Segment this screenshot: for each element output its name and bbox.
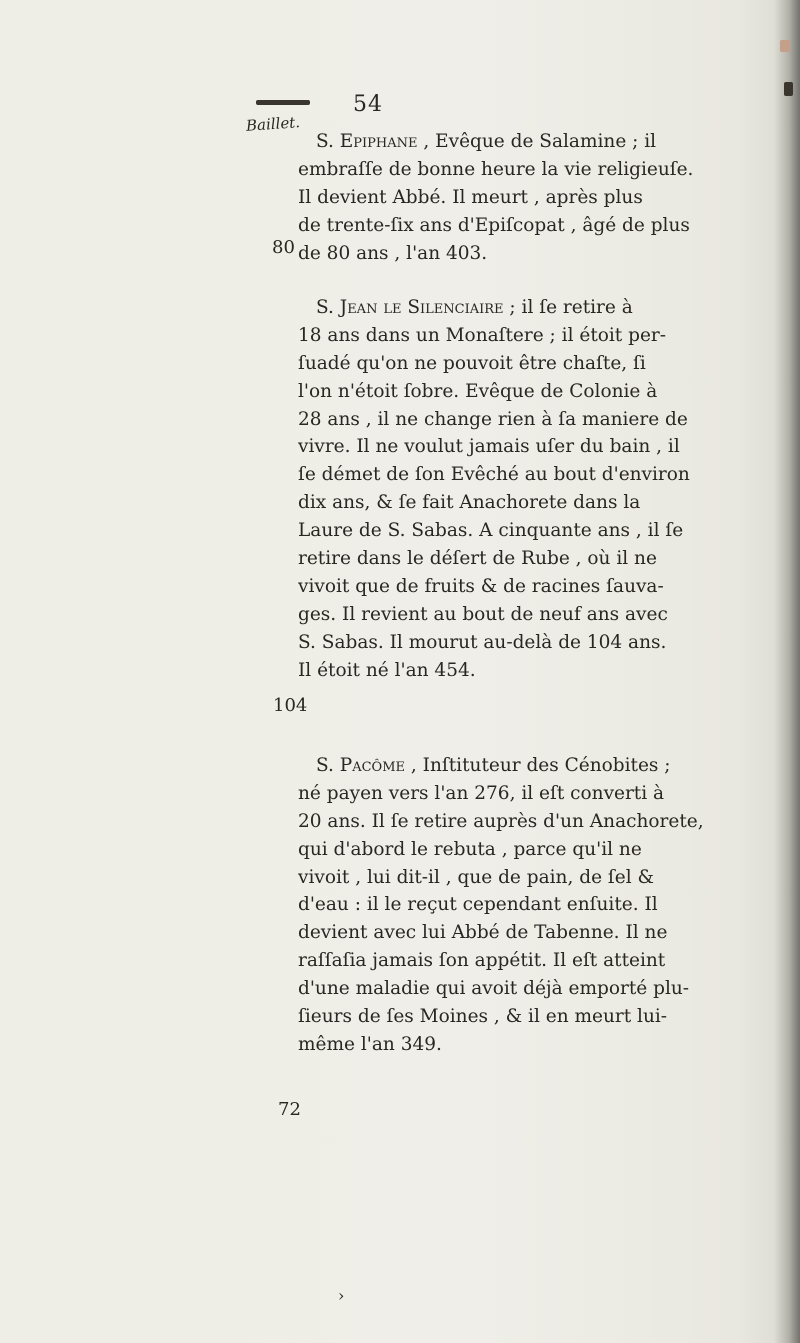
text-line-rest: , Evêque de Salamine ; il <box>417 131 657 152</box>
margin-year: 104 <box>273 695 308 716</box>
running-head: Baillet. <box>245 113 301 135</box>
text-line-rest: , Inſtituteur des Cénobites ; <box>405 755 671 776</box>
text-line <box>298 684 778 712</box>
text-line: l'on n'étoit ſobre. Evêque de Colonie à <box>298 380 658 402</box>
text-line: ges. Il revient au bout de neuf ans avec <box>298 603 668 625</box>
text-line <box>298 294 778 322</box>
entry-epiphane <box>298 128 778 267</box>
ink-spot <box>784 82 793 96</box>
text-line: vivoit que de fruits & de racines ſauva- <box>298 575 664 597</box>
text-line: de trente-ſix ans d'Epiſcopat , âgé de plus <box>298 214 690 236</box>
text-line <box>298 128 778 156</box>
text-line <box>298 1087 778 1115</box>
text-line-rest: ; il ſe retire à <box>503 297 633 318</box>
text-line: S. Sabas. Il mourut au-delà de 104 ans. <box>298 631 667 653</box>
entry-name: S. Epiphane <box>316 131 418 152</box>
text-line: qui d'abord le rebuta , parce qu'il ne <box>298 838 642 860</box>
text-line <box>298 1059 778 1087</box>
entry-name: S. Jean le Silenciaire <box>316 297 504 318</box>
text-line: vivoit , lui dit-il , que de pain, de ſel & <box>298 866 654 888</box>
text-line: retire dans le déſert de Rube , où il ne <box>298 548 657 570</box>
text-line: dix ans, & ſe fait Anachorete dans la <box>298 492 641 514</box>
text-line: devient avec lui Abbé de Tabenne. Il ne <box>298 922 668 944</box>
text-line: ſuadé qu'on ne pouvoit être chaſte, ſi <box>298 352 646 374</box>
text-line: ſieurs de ſes Moines , & il en meurt lui- <box>298 1006 668 1028</box>
text-line: 20 ans. Il ſe retire auprès d'un Anachorete, <box>298 810 704 832</box>
margin-year: 80 <box>272 237 295 258</box>
page-number: 54 <box>353 92 383 117</box>
text-line: 18 ans dans un Monaſtere ; il étoit per- <box>298 324 667 346</box>
ink-stamp <box>256 100 310 105</box>
text-line: 28 ans , il ne change rien à ſa maniere de <box>298 408 688 430</box>
entry-name: S. Pacôme <box>316 755 406 776</box>
text-line: d'eau : il le reçut cependant enſuite. Il <box>298 894 658 916</box>
text-line: vivre. Il ne voulut jamais uſer du bain , il <box>298 436 680 458</box>
text-line: d'une maladie qui avoit déjà emporté plu- <box>298 978 690 1000</box>
entry-jean-le-silenciaire <box>298 294 778 712</box>
text-line: même l'an 349. <box>298 1033 442 1055</box>
text-line: Il devient Abbé. Il meurt , après plus <box>298 186 643 208</box>
text-line: ſe démet de ſon Evêché au bout d'environ <box>298 464 690 486</box>
stray-mark: › <box>338 1286 345 1305</box>
ink-spot <box>780 40 790 52</box>
entry-pacome <box>298 752 778 1115</box>
text-line: raſſaſia jamais ſon appétit. Il eſt atteint <box>298 950 666 972</box>
text-line: Il étoit né l'an 454. <box>298 659 476 681</box>
text-line: embraſſe de bonne heure la vie religieuſe. <box>298 158 694 180</box>
text-line <box>298 752 778 780</box>
text-line: Laure de S. Sabas. A cinquante ans , il ſe <box>298 520 684 542</box>
text-line: de 80 ans , l'an 403. <box>298 242 488 264</box>
margin-year: 72 <box>278 1099 301 1120</box>
text-line: né payen vers l'an 276, il eſt converti à <box>298 782 665 804</box>
